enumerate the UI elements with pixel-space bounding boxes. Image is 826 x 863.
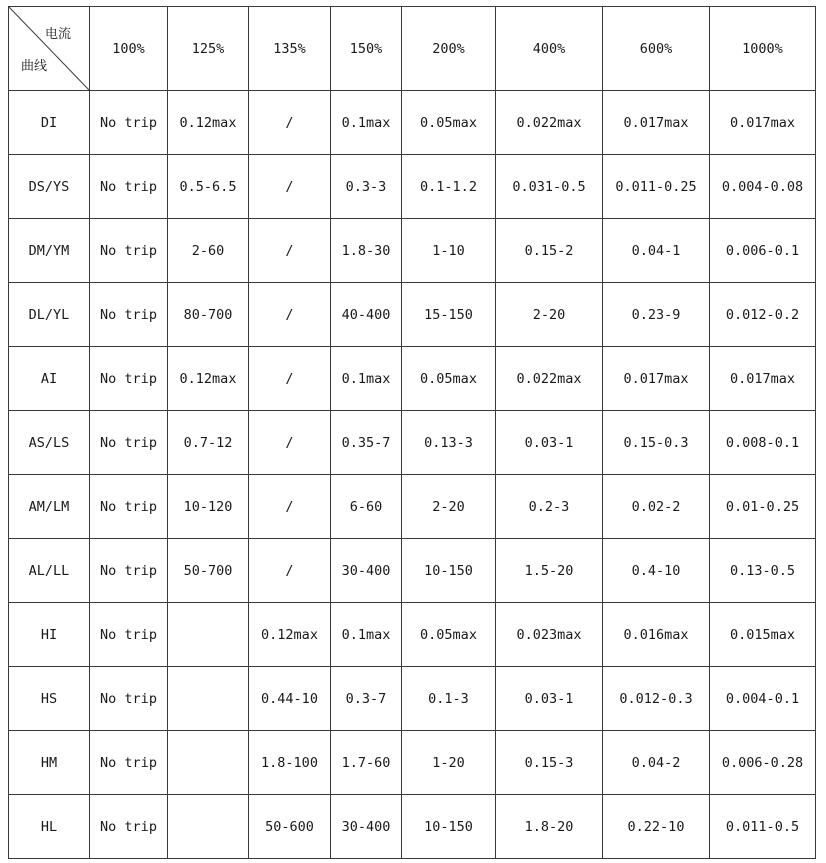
data-cell: 0.1max [331,603,402,667]
curve-label-cell: DI [9,91,90,155]
data-cell: No trip [90,667,168,731]
data-cell: 0.04-1 [603,219,710,283]
trip-curve-table [8,6,816,859]
data-cell: No trip [90,283,168,347]
curve-label-cell: AM/LM [9,475,90,539]
data-cell: 0.023max [496,603,603,667]
data-cell: 0.44-10 [249,667,331,731]
data-cell: 1.8-30 [331,219,402,283]
data-cell: No trip [90,539,168,603]
table-row [9,411,816,475]
column-header: 100% [90,7,168,91]
corner-header-cell [9,7,90,91]
curve-label-cell: HI [9,603,90,667]
data-cell: 0.011-0.5 [710,795,816,859]
data-cell: 0.016max [603,603,710,667]
table-row [9,219,816,283]
data-cell: 0.006-0.1 [710,219,816,283]
data-cell: 0.017max [710,91,816,155]
data-cell: 30-400 [331,795,402,859]
data-cell: 0.031-0.5 [496,155,603,219]
data-cell: 0.017max [603,91,710,155]
data-cell: 0.12max [168,91,249,155]
column-header: 200% [402,7,496,91]
data-cell: 10-150 [402,539,496,603]
corner-label-current: 电流 [44,27,71,42]
table-row [9,475,816,539]
data-cell [168,731,249,795]
data-cell: No trip [90,219,168,283]
data-cell: 2-20 [402,475,496,539]
data-cell: 0.3-3 [331,155,402,219]
table-row [9,283,816,347]
data-cell: / [249,155,331,219]
corner-label-curve: 曲线 [21,59,48,74]
data-cell: 0.12max [168,347,249,411]
data-cell: No trip [90,347,168,411]
data-cell: 0.01-0.25 [710,475,816,539]
data-cell: 50-600 [249,795,331,859]
data-cell: 0.15-2 [496,219,603,283]
curve-label-cell: AS/LS [9,411,90,475]
data-cell: No trip [90,603,168,667]
column-header: 135% [249,7,331,91]
data-cell: / [249,539,331,603]
data-cell: 0.011-0.25 [603,155,710,219]
data-cell: No trip [90,155,168,219]
data-cell: 0.3-7 [331,667,402,731]
table-row [9,347,816,411]
data-cell: 0.004-0.1 [710,667,816,731]
data-cell: / [249,283,331,347]
data-cell: 10-120 [168,475,249,539]
data-cell: 0.004-0.08 [710,155,816,219]
data-cell: 0.017max [603,347,710,411]
data-cell: 0.03-1 [496,667,603,731]
data-cell: / [249,219,331,283]
data-cell: 80-700 [168,283,249,347]
data-cell: No trip [90,731,168,795]
curve-label-cell: DM/YM [9,219,90,283]
table-row [9,155,816,219]
column-header: 600% [603,7,710,91]
data-cell: 1.5-20 [496,539,603,603]
data-cell: 0.1-1.2 [402,155,496,219]
data-cell: 0.012-0.2 [710,283,816,347]
data-cell: No trip [90,475,168,539]
data-cell: 0.23-9 [603,283,710,347]
table-row [9,603,816,667]
data-cell: 0.13-3 [402,411,496,475]
data-cell: / [249,475,331,539]
data-cell: 0.22-10 [603,795,710,859]
data-cell: 0.012-0.3 [603,667,710,731]
data-cell: 1.8-20 [496,795,603,859]
curve-label-cell: AI [9,347,90,411]
column-header: 1000% [710,7,816,91]
data-cell: 0.04-2 [603,731,710,795]
table-row [9,731,816,795]
data-cell: 30-400 [331,539,402,603]
data-cell [168,603,249,667]
data-cell: 0.022max [496,347,603,411]
data-cell: 0.2-3 [496,475,603,539]
curve-label-cell: HS [9,667,90,731]
data-cell [168,795,249,859]
data-cell: 0.05max [402,603,496,667]
data-cell: 0.13-0.5 [710,539,816,603]
data-cell: / [249,411,331,475]
data-cell: 0.5-6.5 [168,155,249,219]
column-header: 150% [331,7,402,91]
data-cell: 1-20 [402,731,496,795]
data-cell: 50-700 [168,539,249,603]
data-cell: 15-150 [402,283,496,347]
data-cell: 0.02-2 [603,475,710,539]
data-cell: 0.4-10 [603,539,710,603]
data-cell: 0.15-3 [496,731,603,795]
data-cell: 1-10 [402,219,496,283]
table-row [9,795,816,859]
data-cell: 0.017max [710,347,816,411]
header-row [9,7,816,91]
data-cell: 1.7-60 [331,731,402,795]
curve-label-cell: HM [9,731,90,795]
data-cell: 0.006-0.28 [710,731,816,795]
curve-label-cell: AL/LL [9,539,90,603]
data-cell: 0.03-1 [496,411,603,475]
data-cell: 10-150 [402,795,496,859]
data-cell: No trip [90,91,168,155]
data-cell: 0.05max [402,91,496,155]
data-cell: 0.1max [331,347,402,411]
table-row [9,667,816,731]
data-cell: 0.15-0.3 [603,411,710,475]
data-cell: 0.1-3 [402,667,496,731]
table-row [9,539,816,603]
data-cell: 1.8-100 [249,731,331,795]
data-cell: 40-400 [331,283,402,347]
data-cell: / [249,91,331,155]
data-cell: 0.015max [710,603,816,667]
diagonal-divider [9,7,89,90]
table-row [9,91,816,155]
data-cell: 0.1max [331,91,402,155]
data-cell: 0.35-7 [331,411,402,475]
data-cell: 2-60 [168,219,249,283]
data-cell: No trip [90,795,168,859]
curve-label-cell: HL [9,795,90,859]
curve-label-cell: DS/YS [9,155,90,219]
data-cell: / [249,347,331,411]
column-header: 400% [496,7,603,91]
data-cell: 0.7-12 [168,411,249,475]
data-cell: No trip [90,411,168,475]
data-cell: 0.008-0.1 [710,411,816,475]
column-header: 125% [168,7,249,91]
curve-label-cell: DL/YL [9,283,90,347]
data-cell [168,667,249,731]
data-cell: 0.05max [402,347,496,411]
data-cell: 6-60 [331,475,402,539]
data-cell: 2-20 [496,283,603,347]
data-cell: 0.022max [496,91,603,155]
data-cell: 0.12max [249,603,331,667]
